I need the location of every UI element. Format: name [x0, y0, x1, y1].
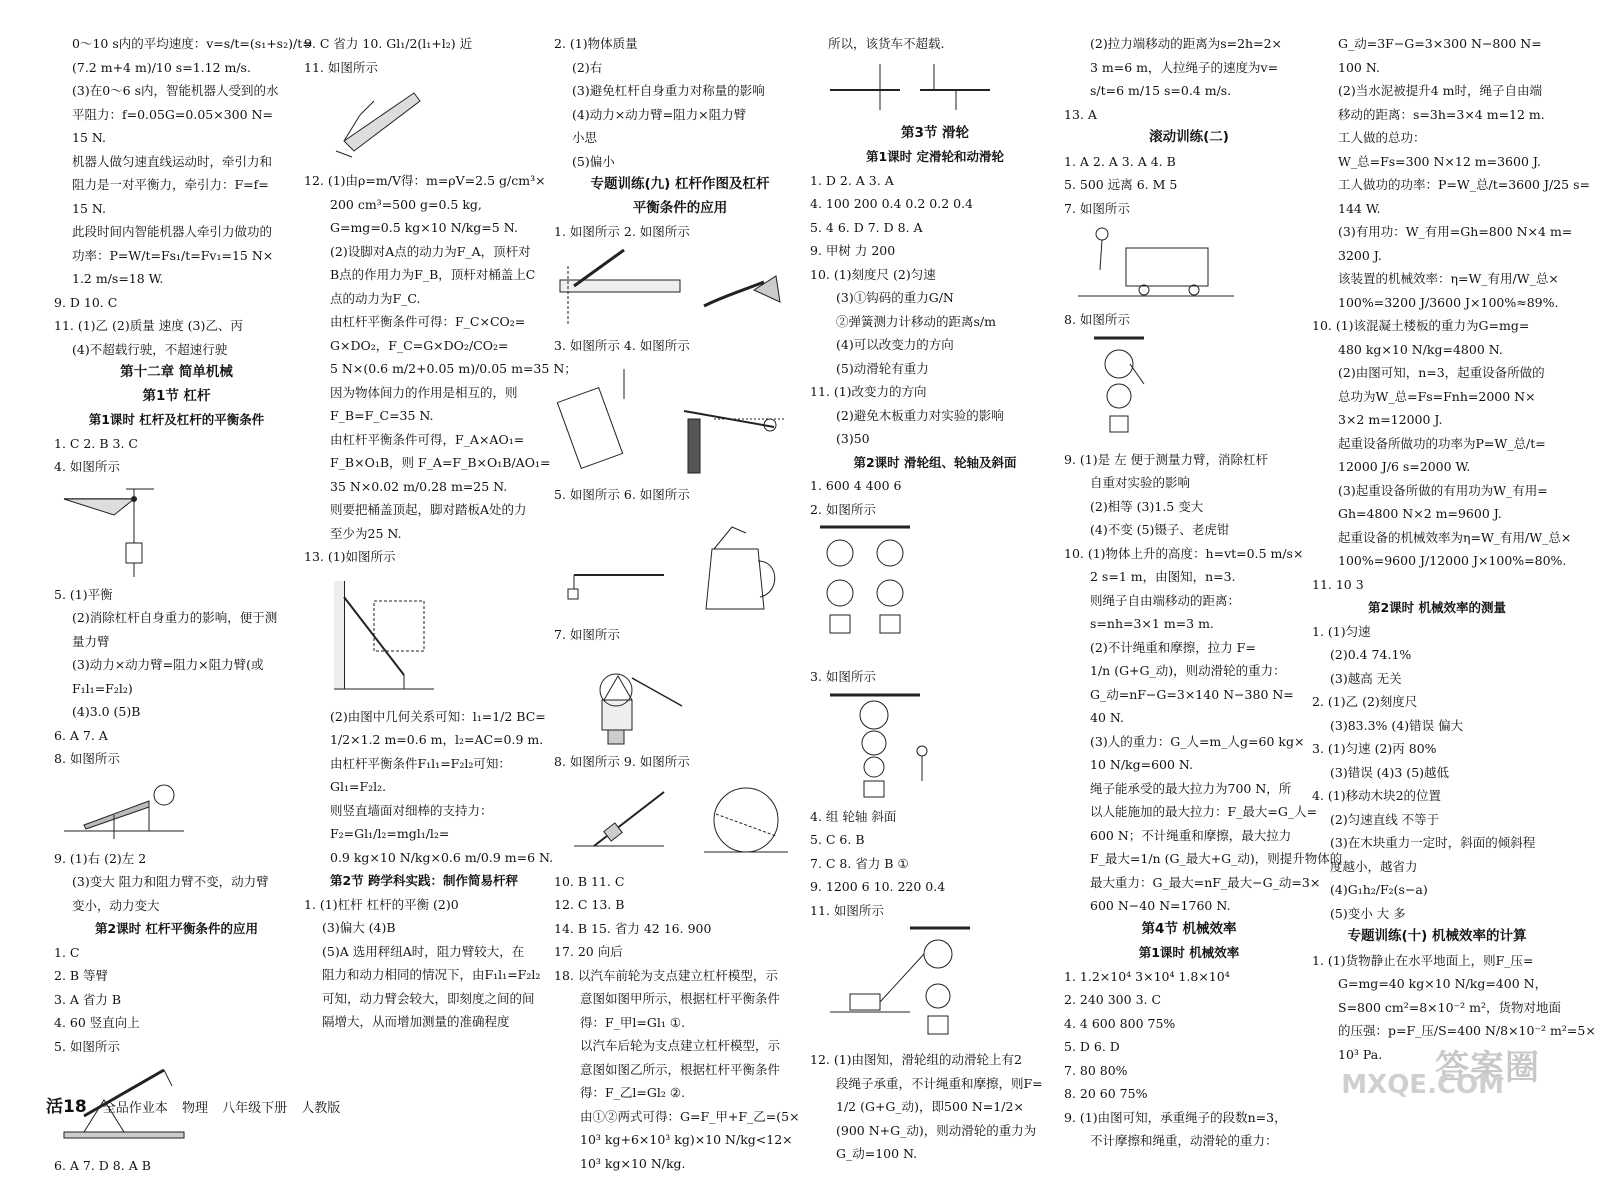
answer-line: (2)消除杠杆自身重力的影响，便于测	[72, 610, 278, 625]
answer-line: 度越小，越省力	[1330, 858, 1418, 874]
answer-line: 意图如图甲所示，根据杠杆平衡条件	[580, 991, 781, 1006]
answer-line: 5. 500 远离 6. M 5	[1064, 177, 1178, 192]
answer-line: (2)匀速直线 不等于	[1330, 811, 1440, 827]
answer-line: 11. (1)改变力的方向	[810, 384, 927, 399]
answer-line: 9. (1)是 左 便于测量力臂，消除杠杆	[1064, 451, 1269, 467]
answer-line: (2)由图可知，n=3，起重设备所做的	[1338, 365, 1545, 380]
answer-line: 7. C 8. 省力 B ①	[810, 855, 909, 871]
answer-line: 2 s=1 m，由图知，n=3.	[1090, 569, 1236, 584]
answer-line: 1. (1)货物静止在水平地面上，则F_压=	[1312, 952, 1534, 968]
answer-line: 可知，动力臂会较大，即刻度之间的间	[322, 990, 535, 1006]
answer-line: (2)0.4 74.1%	[1330, 647, 1412, 662]
answer-line: 3. 如图所示	[810, 669, 876, 684]
answer-line: 7. 如图所示	[1064, 200, 1130, 216]
answer-line: 由杠杆平衡条件可得：F_C×CO₂=	[330, 314, 526, 329]
answer-line: F₁l₁=F₂l₂)	[72, 680, 133, 696]
answer-line: 12. C 13. B	[554, 897, 625, 912]
answer-line: 不计摩擦和绳重，动滑轮的重力：	[1090, 1133, 1278, 1148]
answer-line: (2)拉力端移动的距离为s=2h=2×	[1090, 36, 1282, 51]
answer-line: 15 N.	[72, 200, 106, 216]
answer-line: (3)越高 无关	[1330, 670, 1402, 686]
answer-line: (4)动力×动力臂=阻力×阻力臂	[572, 106, 747, 122]
answer-line: 9. (1)由图可知，承重绳子的段数n=3，	[1064, 1109, 1287, 1125]
answer-line: G=mg=40 kg×10 N/kg=400 N，	[1338, 976, 1548, 991]
answer-line: 绳子能承受的最大拉力为700 N，所	[1090, 780, 1292, 796]
answer-line: 1. (1)杠杆 杠杆的平衡 (2)0	[304, 896, 459, 912]
answer-line: 移动的距离：s=3h=3×4 m=12 m.	[1338, 106, 1545, 122]
answer-line: 10 N/kg=600 N.	[1090, 757, 1194, 772]
grade-name: 八年级下册	[222, 1101, 288, 1116]
answer-line: 10. (1)刻度尺 (2)匀速	[810, 266, 936, 282]
answer-line: 100%=9600 J/12000 J×100%=80%.	[1338, 553, 1567, 568]
answer-line: 8. 20 60 75%	[1064, 1086, 1148, 1101]
answer-line: 9. C 省力 10. Gl₁/2(l₁+l₂) 近	[304, 36, 473, 51]
answer-line: F_B=F_C=35 N.	[330, 408, 434, 423]
answer-line: 4. 100 200 0.4 0.2 0.2 0.4	[810, 196, 974, 211]
answer-line: (5)偏小	[572, 153, 615, 169]
answer-line: 2. 如图所示	[810, 501, 876, 517]
answer-line: (4)不超载行驶，不超速行驶	[72, 341, 228, 357]
column-3	[554, 32, 806, 1175]
answer-line: ②弹簧测力计移动的距离s/m	[836, 313, 996, 329]
answer-line: 平阻力：f=0.05G=0.05×300 N=	[72, 106, 273, 122]
answer-line: (2)当水泥被提升4 m时，绳子自由端	[1338, 83, 1542, 98]
answer-line: 7. 80 80%	[1064, 1062, 1128, 1078]
answer-line: 功率：P=W/t=Fs₁/t=Fv₁=15 N×	[72, 247, 274, 263]
answer-line: (5)变小 大 多	[1330, 905, 1406, 921]
answer-line: 至少为25 N.	[330, 525, 402, 541]
answer-line: 3. 如图所示 4. 如图所示	[554, 337, 690, 353]
section-heading: 第2节 跨学科实践：制作简易杆秤	[329, 873, 519, 888]
answer-line: 意图如图乙所示，根据杠杆平衡条件	[580, 1061, 781, 1077]
answer-line: (3)在0～6 s内，智能机器人受到的水	[72, 83, 279, 98]
answer-line: 得：F_乙l=Gl₂ ②.	[580, 1085, 686, 1100]
answer-line: 11. (1)乙 (2)质量 速度 (3)乙、丙	[54, 318, 243, 333]
subject-name: 物理	[181, 1101, 208, 1116]
figure-c4a	[810, 58, 1060, 118]
answer-line: G_动=nF−G=3×140 N−380 N=	[1090, 686, 1294, 702]
watermark-logo: 答案圈	[1435, 1048, 1540, 1088]
section-heading: 第2课时 机械效率的测量	[1367, 600, 1507, 615]
answer-line: 工人做功的功率：P=W_总/t=3600 J/25 s=	[1338, 177, 1590, 192]
answer-line: 6. A 7. A	[54, 727, 108, 743]
answer-line: F₂=Gl₁/l₂=mgl₁/l₂=	[330, 826, 450, 841]
answer-line: (3)起重设备所做的有用功为W_有用=	[1338, 482, 1548, 498]
answer-line: 11. 如图所示	[304, 59, 378, 75]
answer-line: 13. A	[1064, 106, 1097, 122]
answer-line: (900 N+G_动)，则动滑轮的重力为	[836, 1122, 1037, 1138]
section-heading: 第1课时 杠杆及杠杆的平衡条件	[88, 412, 265, 427]
answer-line: Gh=4800 N×2 m=9600 J.	[1338, 506, 1502, 521]
answer-line: Gl₁=F₂l₂.	[330, 779, 387, 794]
figure-c1b	[54, 773, 299, 843]
answer-line: (3)83.3% (4)错误 偏大	[1330, 717, 1464, 733]
answer-line: 以汽车后轮为支点建立杠杆模型，示	[580, 1038, 781, 1053]
answer-line: 100 N.	[1338, 59, 1380, 75]
answer-line: 隔增大，从而增加测量的准确程度	[322, 1014, 510, 1029]
answer-line: 起重设备所做功的功率为P=W_总/t=	[1338, 435, 1546, 451]
answer-line: 由杠杆平衡条件F₁l₁=F₂l₂可知：	[330, 755, 511, 771]
answer-line: (3)偏大 (4)B	[322, 920, 396, 935]
section-heading: 第1课时 机械效率	[1138, 945, 1240, 960]
answer-line: (4)可以改变力的方向	[836, 337, 954, 352]
answer-line: 1. 600 4 400 6	[810, 478, 902, 493]
answer-line: (3)50	[836, 431, 870, 446]
section-heading: 第3节 滑轮	[900, 124, 970, 141]
answer-line: 14. B 15. 省力 42 16. 900	[554, 920, 712, 936]
answer-line: 15 N.	[72, 130, 106, 145]
page-footer	[46, 1092, 350, 1117]
answer-line: 机器人做匀速直线运动时，牵引力和	[72, 153, 273, 169]
answer-line: 由①②两式可得：G=F_甲+F_乙=(5×	[580, 1108, 800, 1124]
answer-line: 12. (1)由图知，滑轮组的动滑轮上有2	[810, 1052, 1023, 1067]
answer-line: 的压强：p=F_压/S=400 N/8×10⁻² m²=5×	[1338, 1023, 1596, 1038]
answer-line: 6. A 7. D 8. A B	[54, 1158, 151, 1173]
answer-line: (3)①钩码的重力G/N	[836, 290, 954, 305]
figure-c5b	[1064, 334, 1314, 444]
figure-c3d	[554, 648, 806, 746]
answer-line: 5. 如图所示	[54, 1038, 120, 1054]
answer-line: s/t=6 m/15 s=0.4 m/s.	[1090, 83, 1232, 98]
answer-line: 5. 4 6. D 7. D 8. A	[810, 219, 923, 235]
answer-line: W_总=Fs=300 N×12 m=3600 J.	[1338, 153, 1541, 169]
answer-line: 点的动力为F_C.	[330, 290, 421, 306]
answer-line: 40 N.	[1090, 710, 1124, 725]
answer-line: 量力臂	[72, 633, 110, 649]
answer-line: 1/2 (G+G_动)，即500 N=1/2×	[836, 1099, 1024, 1114]
column-6	[1312, 32, 1596, 1066]
answer-line: 5. 如图所示 6. 如图所示	[554, 487, 690, 502]
answer-line: 9. 甲树 力 200	[810, 243, 896, 258]
column-1	[54, 32, 313, 1178]
answer-line: (3)人的重力：G_人=m_人g=60 kg×	[1090, 733, 1305, 749]
answer-line: G_动=3F−G=3×300 N−800 N=	[1338, 36, 1542, 51]
answer-line: 18. 以汽车前轮为支点建立杠杆模型，示	[554, 967, 778, 983]
figure-c4c	[810, 691, 1060, 801]
answer-line: 1. (1)匀速	[1312, 623, 1371, 639]
figure-c3c	[554, 509, 806, 619]
answer-line: 35 N×0.02 m/0.28 m=25 N.	[330, 478, 508, 494]
answer-line: (2)相等 (3)1.5 变大	[1090, 498, 1204, 514]
answer-line: 则竖直墙面对细棒的支持力：	[330, 802, 493, 818]
answer-line: (2)避免木板重力对实验的影响	[836, 407, 1004, 423]
answer-line: 则绳子自由端移动的距离：	[1090, 592, 1241, 608]
figure-c4d	[810, 924, 1060, 1044]
figure-c2a	[304, 81, 544, 165]
answer-line: 0.9 kg×10 N/kg×0.6 m/0.9 m=6 N.	[330, 849, 554, 865]
answer-line: 小思	[572, 130, 598, 145]
answer-line: 12000 J/6 s=2000 W.	[1338, 459, 1471, 474]
answer-line: (3)有用功：W_有用=Gh=800 N×4 m=	[1338, 224, 1573, 239]
answer-line: 得：F_甲l=Gl₁ ①.	[580, 1014, 686, 1030]
section-heading: 第1节 杠杆	[142, 387, 211, 404]
answer-line: 1. C 2. B 3. C	[54, 435, 138, 451]
answer-line: 3 m=6 m，人拉绳子的速度为v=	[1090, 59, 1279, 75]
answer-line: 12. (1)由ρ=m/V得：m=ρV=2.5 g/cm³×	[304, 173, 546, 188]
answer-line: s=nh=3×1 m=3 m.	[1090, 616, 1214, 631]
answer-line: 变小，动力变大	[72, 897, 160, 913]
answer-line: 此段时间内智能机器人牵引力做功的	[72, 224, 273, 239]
answer-line: 4. 60 竖直向上	[54, 1015, 140, 1030]
figure-c5a	[1064, 222, 1314, 304]
answer-line: 段绳子承重，不计绳重和摩擦，则F=	[836, 1075, 1043, 1091]
figure-c3b	[554, 359, 806, 479]
answer-line: (3)在木块重力一定时，斜面的倾斜程	[1330, 835, 1536, 850]
section-heading: 专题训练(十) 机械效率的计算	[1347, 928, 1527, 944]
figure-c3e	[554, 776, 806, 866]
answer-line: 1.2 m/s=18 W.	[72, 271, 164, 286]
answer-line: 9. (1)右 (2)左 2	[54, 850, 147, 866]
answer-line: 10³ kg+6×10³ kg)×10 N/kg<12×	[580, 1132, 793, 1147]
column-2	[304, 32, 577, 1034]
answer-line: 工人做的总功：	[1338, 130, 1426, 145]
answer-line: (3)错误 (4)3 (5)越低	[1330, 764, 1450, 780]
answer-line: 0～10 s内的平均速度：v=s/t=(s₁+s₂)/t=	[72, 36, 313, 51]
answer-line: 1. 1.2×10⁴ 3×10⁴ 1.8×10⁴	[1064, 968, 1230, 984]
answer-line: (2)右	[572, 59, 603, 75]
answer-line: 4. 组 轮轴 斜面	[810, 808, 897, 824]
answer-line: F_最大=1/n (G_最大+G_动)，则提升物体的	[1090, 851, 1343, 866]
column-4	[810, 32, 1060, 1166]
answer-line: 自重对实验的影响	[1090, 475, 1191, 490]
answer-line: 2. (1)乙 (2)刻度尺	[1312, 694, 1418, 709]
answer-line: S=800 cm²=8×10⁻² m²，货物对地面	[1338, 999, 1561, 1015]
answer-line: 总功为W_总=Fs=Fnh=2000 N×	[1338, 388, 1536, 404]
answer-line: 2. B 等臂	[54, 968, 109, 983]
answer-line: 5. C 6. B	[810, 832, 865, 847]
answer-line: 5. (1)平衡	[54, 586, 113, 602]
answer-line: 3×2 m=12000 J.	[1338, 412, 1443, 427]
answer-line: 1/2×1.2 m=0.6 m，l₂=AC=0.9 m.	[330, 732, 544, 747]
answer-line: 144 W.	[1338, 200, 1381, 216]
page-tag: 活18	[46, 1097, 87, 1117]
section-heading: 专题训练(九) 杠杆作图及杠杆	[590, 176, 770, 192]
answer-line: (3)动力×动力臂=阻力×阻力臂(或	[72, 657, 264, 672]
answer-line: (7.2 m+4 m)/10 s=1.12 m/s.	[72, 59, 251, 75]
answer-line: (4)3.0 (5)B	[72, 704, 141, 719]
answer-line: 由杠杆平衡条件可得，F_A×AO₁=	[330, 431, 525, 447]
answer-line: 13. (1)如图所示	[304, 549, 396, 564]
answer-line: 2. 240 300 3. C	[1064, 992, 1162, 1007]
answer-line: 8. 如图所示	[1064, 312, 1130, 327]
answer-line: (4)不变 (5)镊子、老虎钳	[1090, 522, 1230, 537]
section-heading: 第4节 机械效率	[1141, 920, 1237, 937]
answer-line: (2)由图中几何关系可知：l₁=1/2 BC=	[330, 708, 546, 724]
answer-line: G_动=100 N.	[836, 1146, 918, 1161]
answer-line: 3. (1)匀速 (2)丙 80%	[1312, 741, 1437, 756]
section-heading: 第2课时 杠杆平衡条件的应用	[94, 921, 259, 936]
answer-line: 4. 4 600 800 75%	[1064, 1015, 1176, 1031]
answer-line: 则要把桶盖顶起，脚对踏板A处的力	[330, 502, 527, 517]
figure-c3a	[554, 246, 806, 330]
answer-line: 阻力和动力相同的情况下，由F₁l₁=F₂l₂	[322, 967, 541, 982]
section-heading: 第十二章 简单机械	[120, 364, 233, 380]
answer-line: B点的作用力为F_B，顶杆对桶盖上C	[330, 267, 536, 282]
answer-line: 该装置的机械效率：η=W_有用/W_总×	[1338, 271, 1559, 286]
answer-line: 3. A 省力 B	[54, 991, 122, 1007]
answer-line: (3)避免杠杆自身重力对称量的影响	[572, 83, 765, 98]
answer-line: 17. 20 向后	[554, 944, 623, 959]
series-name: 全品作业本	[102, 1101, 168, 1116]
answer-line: 10. B 11. C	[554, 873, 625, 889]
answer-line: 以人能施加的最大拉力：F_最大=G_人=	[1090, 804, 1318, 819]
figure-c4b	[810, 523, 1060, 661]
answer-line: 5. D 6. D	[1064, 1039, 1120, 1054]
answer-line: 4. (1)移动木块2的位置	[1312, 788, 1442, 803]
answer-line: G=mg=0.5 kg×10 N/kg=5 N.	[330, 220, 518, 235]
answer-line: 5 N×(0.6 m/2+0.05 m)/0.05 m=35 N；	[330, 361, 577, 376]
answer-line: 4. 如图所示	[54, 459, 120, 474]
answer-line: 7. 如图所示	[554, 626, 620, 642]
answer-line: 11. 如图所示	[810, 902, 884, 918]
answer-line: (5)动滑轮有重力	[836, 360, 929, 376]
answer-line: 1. A 2. A 3. A 4. B	[1064, 153, 1176, 169]
section-heading: 第2课时 滑轮组、轮轴及斜面	[853, 454, 1017, 470]
answer-line: 2. (1)物体质量	[554, 36, 638, 51]
answer-line: 480 kg×10 N/kg=4800 N.	[1338, 341, 1503, 357]
answer-line: 200 cm³=500 g=0.5 kg,	[330, 196, 482, 212]
answer-line: (3)变大 阻力和阻力臂不变，动力臂	[72, 874, 269, 889]
answer-line: 阻力是一对平衡力，牵引力：F=f=	[72, 177, 269, 192]
answer-line: 9. 1200 6 10. 220 0.4	[810, 879, 946, 894]
figure-c1a	[54, 481, 299, 579]
answer-line: F_B×O₁B，则 F_A=F_B×O₁B/AO₁=	[330, 455, 551, 470]
answer-line: G×DO₂，F_C=G×DO₂/CO₂=	[330, 337, 509, 353]
answer-line: 600 N−40 N=1760 N.	[1090, 898, 1231, 913]
answer-line: 1. 如图所示 2. 如图所示	[554, 224, 690, 239]
watermark-url: MXQE.COM	[1341, 1070, 1504, 1100]
answer-line: 所以，该货车不超载.	[828, 36, 945, 51]
answer-line: 11. 10 3	[1312, 576, 1364, 592]
answer-line: 因为物体间力的作用是相互的，则	[330, 384, 518, 400]
section-heading: 平衡条件的应用	[632, 199, 728, 216]
section-heading: 第1课时 定滑轮和动滑轮	[865, 149, 1005, 164]
answer-line: 1/n (G+G_动)，则动滑轮的重力：	[1090, 663, 1286, 678]
answer-line: 100%=3200 J/3600 J×100%≈89%.	[1338, 294, 1559, 310]
answer-line: 9. D 10. C	[54, 294, 118, 310]
figure-c2b	[304, 571, 544, 701]
answer-line: (2)不计绳重和摩擦，拉力 F=	[1090, 639, 1256, 655]
answer-line: 8. 如图所示 9. 如图所示	[554, 754, 690, 769]
answer-line: 最大重力：G_最大=nF_最大−G_动=3×	[1090, 874, 1321, 890]
answer-line: 8. 如图所示	[54, 751, 120, 766]
answer-line: (4)G₁h₂/F₂(s−a)	[1330, 882, 1428, 897]
answer-line: 10. (1)物体上升的高度：h=vt=0.5 m/s×	[1064, 545, 1304, 561]
answer-line: 1. C	[54, 944, 80, 960]
answer-line: 1. D 2. A 3. A	[810, 172, 894, 188]
answer-line: 10³ Pa.	[1338, 1046, 1383, 1062]
answer-line: (2)设脚对A点的动力为F_A，顶杆对	[330, 243, 531, 259]
edition-name: 人教版	[301, 1101, 341, 1116]
answer-line: 起重设备的机械效率为η=W_有用/W_总×	[1338, 529, 1572, 545]
answer-line: 10³ kg×10 N/kg.	[580, 1155, 686, 1171]
answer-line: (5)A 选用秤纽A时，阻力臂较大，在	[322, 943, 525, 959]
section-heading: 滚动训练(二)	[1149, 129, 1229, 145]
answer-line: 10. (1)该混凝土楼板的重力为G=mg=	[1312, 318, 1530, 333]
answer-line: 3200 J.	[1338, 247, 1382, 263]
answer-line: 600 N；不计绳重和摩擦，最大拉力	[1090, 827, 1292, 843]
